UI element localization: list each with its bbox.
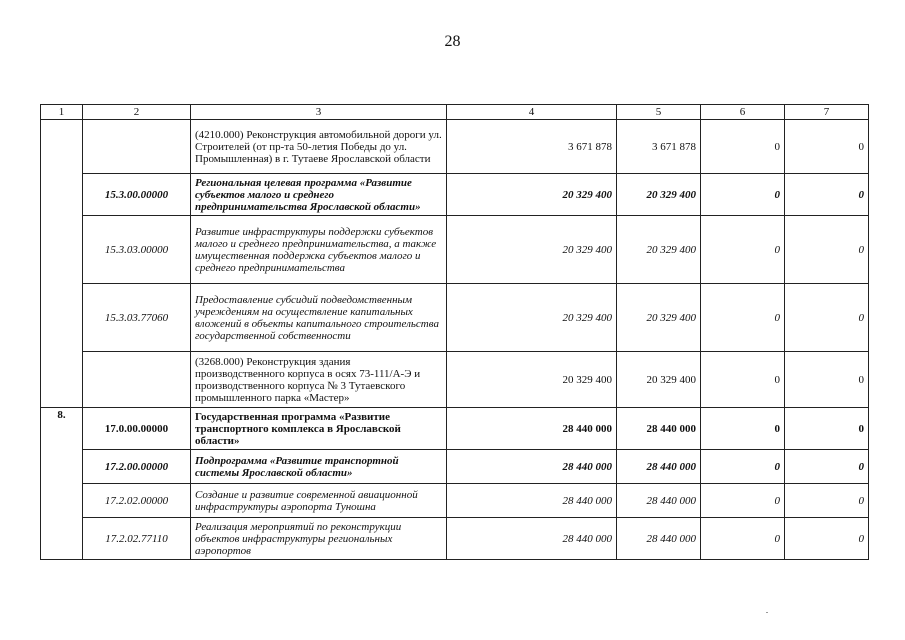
row-col5: 28 440 000 (617, 484, 701, 518)
col-header-7: 7 (785, 105, 869, 120)
col-header-2: 2 (83, 105, 191, 120)
row-code (83, 120, 191, 174)
row-col6: 0 (701, 518, 785, 560)
row-description: Предоставление субсидий подведомственным учреждениям на осуществление капитальных вложений в объекты капитального строительства государственной собственности (191, 284, 447, 352)
row-code: 17.2.00.00000 (83, 450, 191, 484)
col-header-5: 5 (617, 105, 701, 120)
row-col5: 28 440 000 (617, 450, 701, 484)
row-col6: 0 (701, 484, 785, 518)
row-col6: 0 (701, 450, 785, 484)
row-col5: 20 329 400 (617, 216, 701, 284)
row-description: Региональная целевая программа «Развитие субъектов малого и среднего предпринимательства Ярославской области» (191, 174, 447, 216)
col-header-3: 3 (191, 105, 447, 120)
row-col7: 0 (785, 216, 869, 284)
row-col4: 20 329 400 (447, 284, 617, 352)
row-col6: 0 (701, 216, 785, 284)
table-row (41, 484, 869, 518)
row-col7: 0 (785, 174, 869, 216)
row-col5: 20 329 400 (617, 352, 701, 408)
row-description: (3268.000) Реконструкция здания производственного корпуса в осях 73-111/А-Э и производственного корпуса № 3 Тутаевского промышленного парка «Мастер» (191, 352, 447, 408)
row-col4: 20 329 400 (447, 216, 617, 284)
row-description: Создание и развитие современной авиационной инфраструктуры аэропорта Туношна (191, 484, 447, 518)
table-row (41, 174, 869, 216)
budget-table (40, 104, 869, 560)
row-col4: 28 440 000 (447, 408, 617, 450)
table-row (41, 284, 869, 352)
col-header-1: 1 (41, 105, 83, 120)
col-header-4: 4 (447, 105, 617, 120)
row-index (41, 120, 83, 408)
row-col4: 28 440 000 (447, 450, 617, 484)
row-col4: 28 440 000 (447, 518, 617, 560)
row-col7: 0 (785, 408, 869, 450)
table-row (41, 518, 869, 560)
row-col6: 0 (701, 174, 785, 216)
row-description: Реализация мероприятий по реконструкции объектов инфраструктуры региональных аэропортов (191, 518, 447, 560)
table-row (41, 450, 869, 484)
row-index: 8. (41, 408, 83, 560)
row-col7: 0 (785, 484, 869, 518)
row-description: Подпрограмма «Развитие транспортной системы Ярославской области» (191, 450, 447, 484)
row-code: 17.0.00.00000 (83, 408, 191, 450)
row-col4: 20 329 400 (447, 174, 617, 216)
row-col4: 20 329 400 (447, 352, 617, 408)
row-col4: 28 440 000 (447, 484, 617, 518)
row-code: 17.2.02.77110 (83, 518, 191, 560)
row-code (83, 352, 191, 408)
row-code: 15.3.00.00000 (83, 174, 191, 216)
row-col4: 3 671 878 (447, 120, 617, 174)
row-col5: 28 440 000 (617, 408, 701, 450)
row-col5: 28 440 000 (617, 518, 701, 560)
header-row (41, 105, 869, 120)
scan-speck (766, 612, 768, 613)
row-description: Развитие инфраструктуры поддержки субъектов малого и среднего предпринимательства, а также имущественная поддержка субъектов малого и среднего предпринимательства (191, 216, 447, 284)
row-col7: 0 (785, 284, 869, 352)
row-col7: 0 (785, 450, 869, 484)
table-row (41, 216, 869, 284)
row-description: (4210.000) Реконструкция автомобильной дороги ул. Строителей (от пр-та 50-летия Победы до ул. Промышленная) в г. Тутаеве Ярославской области (191, 120, 447, 174)
table-row (41, 120, 869, 174)
row-col7: 0 (785, 352, 869, 408)
row-col7: 0 (785, 518, 869, 560)
page-number: 28 (444, 33, 461, 50)
col-header-6: 6 (701, 105, 785, 120)
table-row (41, 352, 869, 408)
row-col6: 0 (701, 284, 785, 352)
row-col5: 20 329 400 (617, 174, 701, 216)
row-col7: 0 (785, 120, 869, 174)
row-col6: 0 (701, 120, 785, 174)
row-description: Государственная программа «Развитие транспортного комплекса в Ярославской области» (191, 408, 447, 450)
row-col6: 0 (701, 352, 785, 408)
row-col5: 20 329 400 (617, 284, 701, 352)
row-code: 15.3.03.77060 (83, 284, 191, 352)
row-col5: 3 671 878 (617, 120, 701, 174)
row-col6: 0 (701, 408, 785, 450)
row-code: 17.2.02.00000 (83, 484, 191, 518)
table-row (41, 408, 869, 450)
row-code: 15.3.03.00000 (83, 216, 191, 284)
